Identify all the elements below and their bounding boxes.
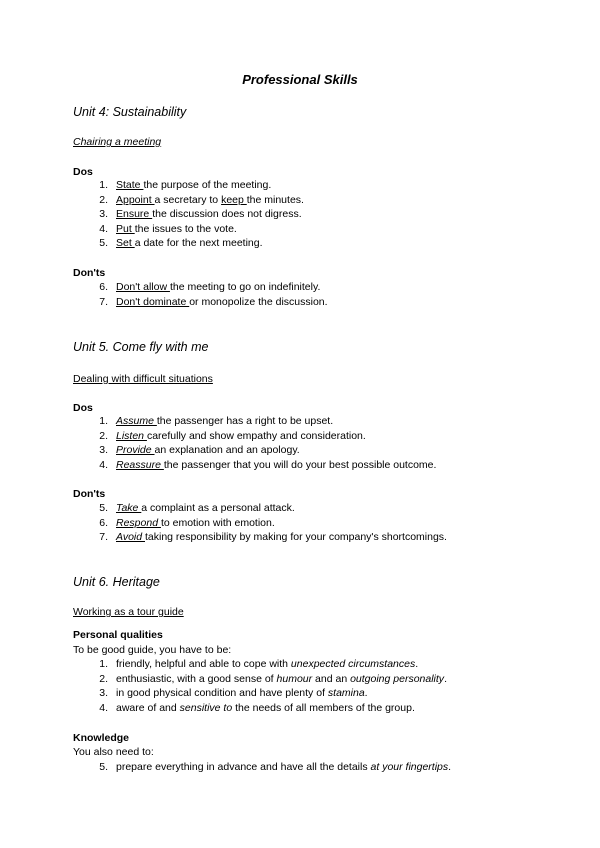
key-verb: Listen xyxy=(116,429,147,442)
list-item xyxy=(73,429,436,444)
item-text: the issues to the vote. xyxy=(134,222,237,235)
key-verb: Assume xyxy=(116,415,157,427)
unit6-qualities-intro: To be good guide, you have to be: xyxy=(73,644,232,656)
unit6-heading: Unit 6. Heritage xyxy=(73,575,160,589)
list-number: 1. xyxy=(99,179,108,191)
unit5-subheading: Dealing with difficult situations xyxy=(73,373,213,385)
list-number: 5. xyxy=(99,761,108,773)
item-text: the minutes. xyxy=(246,193,304,206)
item-text: a date for the next meeting. xyxy=(134,237,263,250)
list-item xyxy=(73,701,447,716)
key-verb: Respond xyxy=(116,516,161,529)
page-title: Professional Skills xyxy=(242,72,358,87)
list-number: 6. xyxy=(99,281,108,293)
item-text: friendly, helpful and able to cope with xyxy=(116,658,291,670)
key-verb: Provide xyxy=(116,444,155,457)
item-text: the passenger has a right to be upset. xyxy=(156,415,334,427)
item-text: an explanation and an apology. xyxy=(154,444,300,457)
unit5-dos-list xyxy=(73,414,436,472)
unit4-donts-label: Don'ts xyxy=(73,267,106,279)
item-text: the purpose of the meeting. xyxy=(143,179,272,191)
list-item xyxy=(73,295,328,310)
unit6-knowledge-intro: You also need to: xyxy=(73,746,154,758)
item-text: taking responsibility by making for your company's shortcomings. xyxy=(145,531,447,544)
item-text: the needs of all members of the group. xyxy=(232,701,415,714)
list-number: 3. xyxy=(99,208,108,221)
item-text: carefully and show empathy and consideration. xyxy=(146,429,366,442)
item-text: enthusiastic, with a good sense of xyxy=(116,672,277,685)
item-text: or monopolize the discussion. xyxy=(189,295,328,308)
emphasis-text: stamina xyxy=(327,687,365,700)
key-verb: Don't dominate xyxy=(116,295,190,308)
list-item xyxy=(73,458,436,473)
item-text: . xyxy=(444,672,447,685)
emphasis-text: at your fingertips xyxy=(370,761,449,773)
list-number: 7. xyxy=(99,295,108,308)
list-number: 1. xyxy=(99,415,108,427)
item-text: . xyxy=(415,658,419,670)
unit4-subheading: Chairing a meeting xyxy=(73,136,162,148)
list-number: 5. xyxy=(99,502,108,514)
list-item xyxy=(73,236,304,251)
unit6-knowledge-label: Knowledge xyxy=(73,732,130,744)
key-verb: Reassure xyxy=(116,458,164,471)
unit6-knowledge-list xyxy=(73,760,451,775)
item-text: the passenger that you will do your best possible outcome. xyxy=(163,458,437,471)
unit4-heading: Unit 4: Sustainability xyxy=(73,105,187,119)
item-text: in good physical condition and have plenty of xyxy=(116,687,328,700)
list-item xyxy=(73,222,304,237)
unit5-dos-label: Dos xyxy=(73,402,93,414)
item-text: to emotion with emotion. xyxy=(160,516,275,529)
item-text: a secretary to xyxy=(154,193,222,206)
key-verb: Put xyxy=(116,222,135,235)
item-text: and an xyxy=(312,672,351,685)
emphasis-text: humour xyxy=(276,672,313,685)
key-verb: keep xyxy=(221,193,247,206)
unit5-donts-list xyxy=(73,501,447,545)
key-verb: Take xyxy=(116,502,142,514)
list-item xyxy=(73,516,447,531)
list-item xyxy=(73,672,447,687)
list-item xyxy=(73,443,436,458)
item-text: . xyxy=(364,687,368,700)
emphasis-text: unexpected circumstances xyxy=(290,658,416,670)
list-number: 1. xyxy=(99,658,108,670)
list-number: 2. xyxy=(99,429,108,442)
key-verb: Don't allow xyxy=(116,281,170,293)
item-text: a complaint as a personal attack. xyxy=(141,502,295,514)
list-number: 6. xyxy=(99,516,108,529)
list-item xyxy=(73,280,328,295)
list-item xyxy=(73,207,304,222)
list-number: 3. xyxy=(99,444,108,457)
list-number: 3. xyxy=(99,687,108,700)
list-number: 5. xyxy=(99,237,108,250)
unit4-dos-list xyxy=(73,178,304,251)
list-number: 4. xyxy=(99,222,108,235)
list-number: 2. xyxy=(99,672,108,685)
item-text: . xyxy=(448,761,452,773)
list-item xyxy=(73,193,304,208)
item-text: the meeting to go on indefinitely. xyxy=(169,281,321,293)
unit6-subheading: Working as a tour guide xyxy=(73,606,184,618)
unit5-heading: Unit 5. Come fly with me xyxy=(73,340,209,354)
unit4-donts-list xyxy=(73,280,328,309)
emphasis-text: sensitive to xyxy=(179,701,233,714)
key-verb: Set xyxy=(116,237,135,250)
list-number: 4. xyxy=(99,458,108,471)
list-item xyxy=(73,178,304,193)
list-item xyxy=(73,501,447,516)
list-item xyxy=(73,760,451,775)
list-number: 7. xyxy=(99,531,108,544)
unit6-qualities-list xyxy=(73,657,447,715)
list-item xyxy=(73,686,447,701)
item-text: the discussion does not digress. xyxy=(152,208,302,221)
key-verb: State xyxy=(116,179,144,191)
key-verb: Appoint xyxy=(116,193,155,206)
unit6-qualities-label: Personal qualities xyxy=(73,629,163,641)
key-verb: Ensure xyxy=(116,208,153,221)
list-item xyxy=(73,657,447,672)
unit4-dos-label: Dos xyxy=(73,166,93,178)
list-number: 4. xyxy=(99,701,108,714)
list-item xyxy=(73,414,436,429)
item-text: aware of and xyxy=(116,701,180,714)
list-number: 2. xyxy=(99,193,108,206)
emphasis-text: outgoing personality xyxy=(350,672,445,685)
key-verb: Avoid xyxy=(116,531,145,544)
item-text: prepare everything in advance and have all the details xyxy=(116,761,371,773)
list-item xyxy=(73,530,447,545)
unit5-donts-label: Don'ts xyxy=(73,488,106,500)
